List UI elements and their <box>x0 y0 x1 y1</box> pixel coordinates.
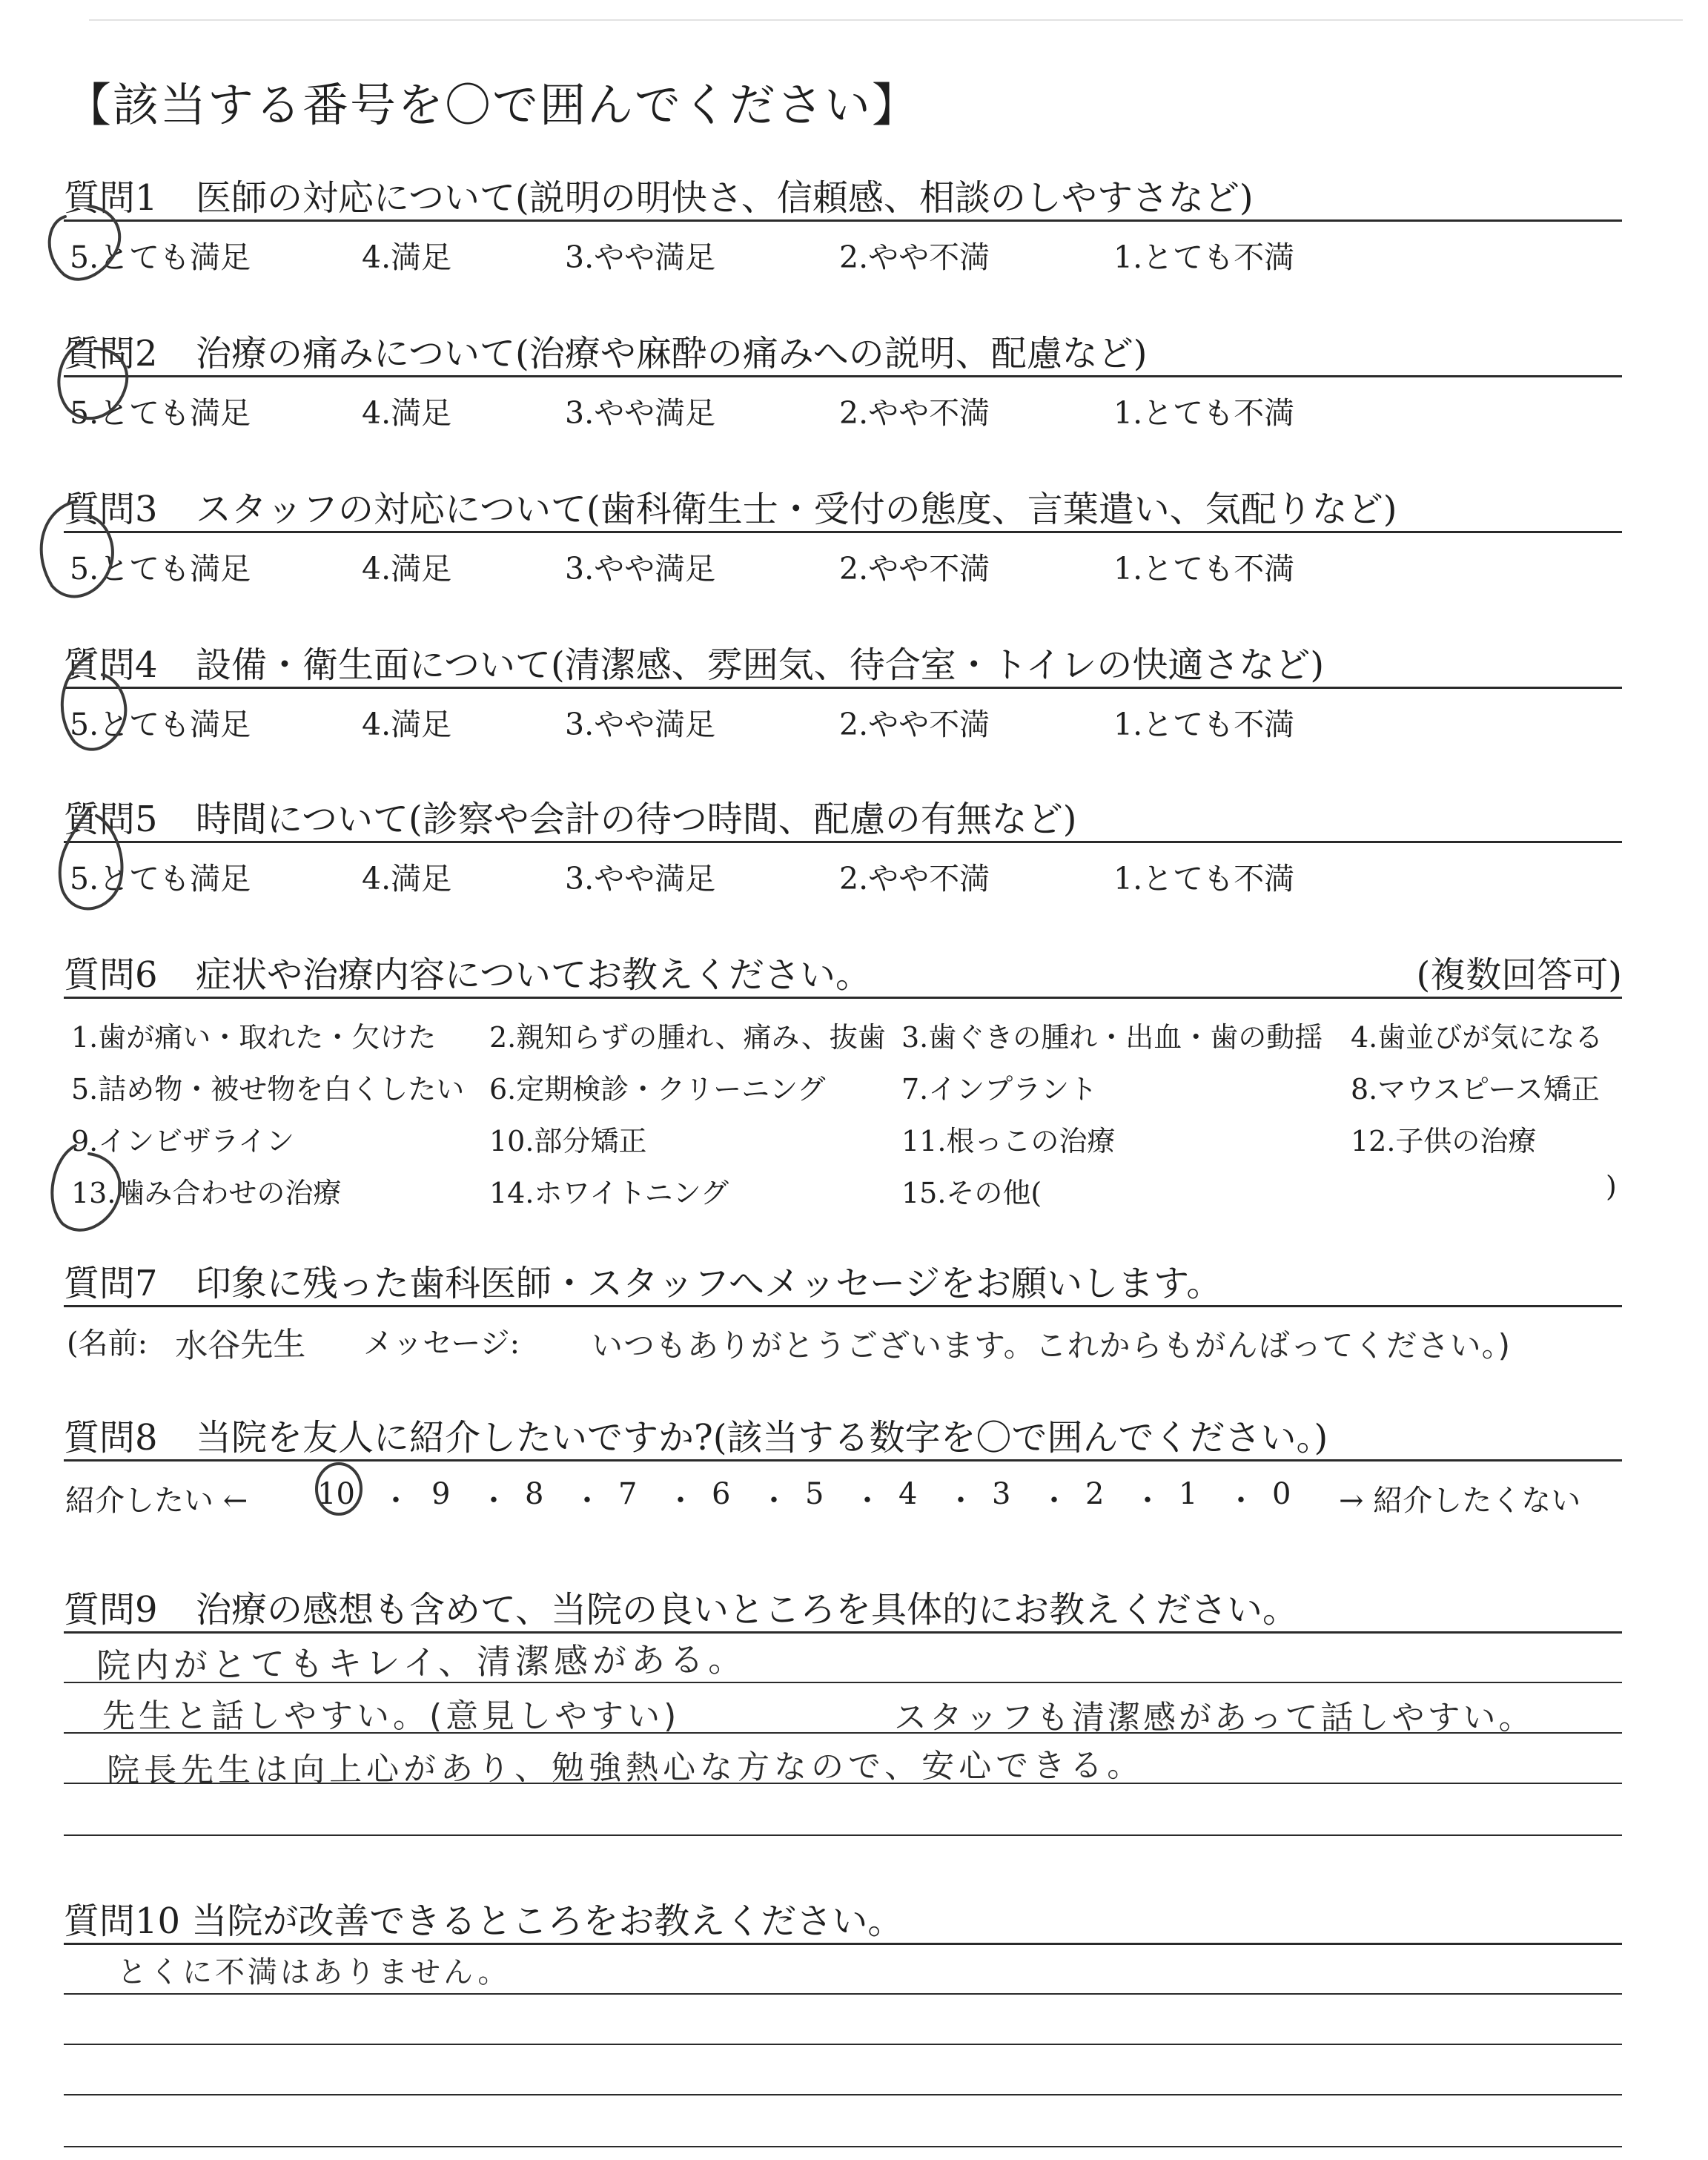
option-5[interactable]: 5.とても満足 <box>70 551 251 587</box>
scale-separator: ・ <box>479 1484 509 1518</box>
form-title: 【該当する番号を〇で囲んでください】 <box>65 78 920 132</box>
scale-value-9[interactable]: 9 <box>431 1477 451 1511</box>
option-3[interactable]: 3.やや満足 <box>565 707 716 742</box>
other-close-paren: ) <box>1606 1170 1617 1203</box>
treatment-option-4[interactable]: 4.歯並びが気になる <box>1351 1021 1603 1054</box>
treatment-option-9[interactable]: 9.インビザライン <box>71 1125 295 1157</box>
option-2[interactable]: 2.やや不満 <box>839 240 990 275</box>
scale-separator: ・ <box>946 1484 976 1518</box>
treatment-option-6[interactable]: 6.定期検診・クリーニング <box>489 1073 826 1106</box>
scale-left-label: 紹介したい ← <box>65 1484 248 1518</box>
question-number: 質問8 <box>64 1417 158 1459</box>
message-handwritten[interactable]: いつもありがとうございます。これからもがんばってください。) <box>592 1327 1512 1364</box>
treatment-option-11[interactable]: 11.根っこの治療 <box>901 1125 1116 1157</box>
question-number: 質問3 <box>64 489 158 530</box>
option-3[interactable]: 3.やや満足 <box>565 861 716 896</box>
option-5[interactable]: 5.とても満足 <box>70 395 251 431</box>
question-text: 治療の痛みについて(治療や麻酔の痛みへの説明、配慮など) <box>196 333 1148 374</box>
question-text: スタッフの対応について(歯科衛生士・受付の態度、言葉遣い、気配りなど) <box>196 489 1397 530</box>
question-text: 時間について(診察や会計の待つ時間、配慮の有無など) <box>196 799 1077 840</box>
question-text: 医師の対応について(説明の明快さ、信頼感、相談のしやすさなど) <box>196 177 1254 219</box>
selection-circle-q4 <box>62 655 126 750</box>
question-text: 治療の感想も含めて、当院の良いところを具体的にお教えください。 <box>196 1589 1299 1631</box>
scale-right-label: → 紹介したくない <box>1339 1484 1581 1518</box>
scale-separator: ・ <box>1039 1484 1069 1518</box>
option-3[interactable]: 3.やや満足 <box>565 551 716 587</box>
treatment-option-10[interactable]: 10.部分矯正 <box>489 1125 647 1157</box>
option-1[interactable]: 1.とても不満 <box>1113 861 1295 896</box>
question-text: 症状や治療内容についてお教えください。 <box>196 954 872 996</box>
question-number: 質問5 <box>64 799 158 840</box>
question-number: 質問2 <box>64 333 158 374</box>
scale-value-5[interactable]: 5 <box>805 1477 824 1511</box>
treatment-option-5[interactable]: 5.詰め物・被せ物を白くしたい <box>71 1073 465 1106</box>
treatment-option-15[interactable]: 15.その他( <box>901 1177 1042 1209</box>
selection-circle-q1 <box>50 206 120 280</box>
treatment-option-12[interactable]: 12.子供の治療 <box>1351 1125 1537 1157</box>
scale-separator: ・ <box>381 1484 411 1518</box>
selection-circle-q2 <box>59 343 127 418</box>
scale-separator: ・ <box>853 1484 882 1518</box>
scale-separator: ・ <box>572 1484 602 1518</box>
selection-circle-q8-10 <box>317 1464 361 1514</box>
question-text: 当院が改善できるところをお教えください。 <box>191 1900 904 1942</box>
option-2[interactable]: 2.やや不満 <box>839 707 990 742</box>
scale-value-1[interactable]: 1 <box>1179 1477 1198 1511</box>
question-text: 設備・衛生面について(清潔感、雰囲気、待合室・トイレの快適さなど) <box>196 644 1325 686</box>
option-5[interactable]: 5.とても満足 <box>70 240 251 275</box>
option-3[interactable]: 3.やや満足 <box>565 395 716 431</box>
scale-separator: ・ <box>1133 1484 1162 1518</box>
name-handwritten[interactable]: 水谷先生 <box>174 1325 306 1366</box>
question-text: 印象に残った歯科医師・スタッフへメッセージをお願いします。 <box>196 1263 1222 1304</box>
option-4[interactable]: 4.満足 <box>362 240 452 275</box>
option-5[interactable]: 5.とても満足 <box>70 707 251 742</box>
name-label: (名前: <box>67 1327 148 1361</box>
scale-separator: ・ <box>1226 1484 1256 1518</box>
scale-value-8[interactable]: 8 <box>525 1477 544 1511</box>
selection-circle-q5 <box>60 808 122 908</box>
option-5[interactable]: 5.とても満足 <box>70 861 251 896</box>
option-2[interactable]: 2.やや不満 <box>839 551 990 587</box>
treatment-option-2[interactable]: 2.親知らずの腫れ、痛み、抜歯 <box>489 1021 886 1054</box>
option-3[interactable]: 3.やや満足 <box>565 240 716 275</box>
answer-handwritten-4[interactable]: 院長先生は向上心があり、勉強熱心な方なので、安心できる。 <box>106 1746 1145 1790</box>
option-4[interactable]: 4.満足 <box>362 395 452 431</box>
treatment-option-3[interactable]: 3.歯ぐきの腫れ・出血・歯の動揺 <box>901 1021 1323 1054</box>
answer-handwritten-2[interactable]: 先生と話しやすい。(意見しやすい) <box>102 1697 681 1735</box>
treatment-option-8[interactable]: 8.マウスピース矯正 <box>1351 1073 1600 1106</box>
option-4[interactable]: 4.満足 <box>362 707 452 742</box>
scale-value-2[interactable]: 2 <box>1085 1477 1105 1511</box>
option-4[interactable]: 4.満足 <box>362 861 452 896</box>
treatment-option-13[interactable]: 13.噛み合わせの治療 <box>71 1177 342 1209</box>
multiple-answer-note: (複数回答可) <box>1416 954 1622 996</box>
option-2[interactable]: 2.やや不満 <box>839 395 990 431</box>
option-4[interactable]: 4.満足 <box>362 551 452 587</box>
scale-value-10[interactable]: 10 <box>317 1477 355 1511</box>
scale-value-7[interactable]: 7 <box>618 1477 638 1511</box>
option-1[interactable]: 1.とても不満 <box>1113 240 1295 275</box>
question-number: 質問6 <box>64 954 158 996</box>
scale-value-6[interactable]: 6 <box>712 1477 731 1511</box>
scale-separator: ・ <box>666 1484 695 1518</box>
answer-handwritten-3[interactable]: スタッフも清潔感があって話しやすい。 <box>894 1699 1535 1737</box>
question-number: 質問10 <box>64 1900 181 1942</box>
selection-circle-q3 <box>42 501 113 596</box>
treatment-option-14[interactable]: 14.ホワイトニング <box>489 1177 729 1209</box>
treatment-option-7[interactable]: 7.インプラント <box>901 1073 1098 1106</box>
question-number: 質問7 <box>64 1263 158 1304</box>
selection-circle-q6-13 <box>52 1146 120 1230</box>
scale-value-3[interactable]: 3 <box>992 1477 1011 1511</box>
scale-separator: ・ <box>759 1484 789 1518</box>
answer-handwritten-1[interactable]: 院内がとてもキレイ、清潔感がある。 <box>96 1639 747 1686</box>
option-2[interactable]: 2.やや不満 <box>839 861 990 896</box>
option-1[interactable]: 1.とても不満 <box>1113 395 1295 431</box>
message-label: メッセージ: <box>363 1327 520 1361</box>
question-number: 質問4 <box>64 644 158 686</box>
answer-handwritten-1[interactable]: とくに不満はありません。 <box>117 1955 511 1989</box>
treatment-option-1[interactable]: 1.歯が痛い・取れた・欠けた <box>71 1021 437 1054</box>
question-number: 質問9 <box>64 1589 158 1631</box>
scale-value-0[interactable]: 0 <box>1272 1477 1291 1511</box>
option-1[interactable]: 1.とても不満 <box>1113 551 1295 587</box>
question-text: 当院を友人に紹介したいですか?(該当する数字を〇で囲んでください。) <box>196 1417 1328 1459</box>
option-1[interactable]: 1.とても不満 <box>1113 707 1295 742</box>
scale-value-4[interactable]: 4 <box>898 1477 918 1511</box>
question-number: 質問1 <box>64 177 158 219</box>
